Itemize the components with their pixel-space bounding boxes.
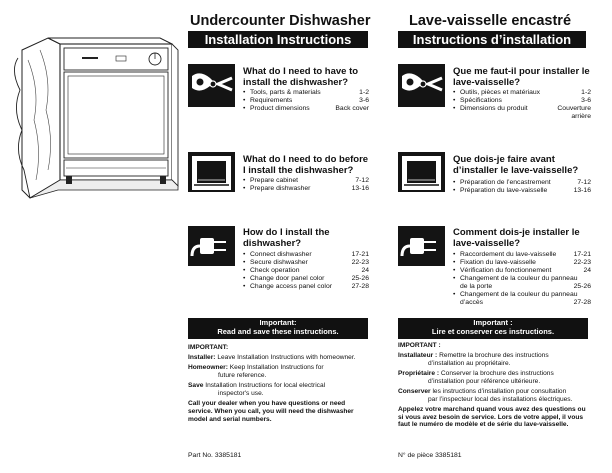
toc-item: • Prepare cabinet 7-12 [243, 177, 369, 185]
page-title-en: Undercounter Dishwasher [190, 13, 371, 29]
toc-item-cont: arrière [571, 113, 591, 120]
toc-item: • Change door panel color 25-26 [243, 275, 369, 283]
toc-item: • Tools, parts & materials 1-2 [243, 89, 369, 97]
toc-item: • Préparation de l’encastrement 7-12 [453, 179, 591, 187]
toc-item-cont: d’accès 27-28 [460, 299, 591, 306]
toc-item: • Check operation 24 [243, 267, 369, 275]
important-banner-fr: Important : Lire et conserver ces instructions. [398, 318, 588, 339]
pliers-icon [398, 64, 445, 107]
toc-item: • Requirements 3-6 [243, 97, 369, 105]
section-title-install-en: How do I install the dishwasher? [243, 227, 330, 249]
toc-list-have-fr [453, 89, 591, 121]
toc-item: • Product dimensions Back cover [243, 105, 369, 113]
cabinet-opening-icon [188, 152, 235, 192]
power-plug-icon [188, 226, 235, 266]
part-number-fr: N° de pièce 3385181 [398, 452, 462, 459]
section-title-have-fr: Que me faut-il pour installer le lave-vaisselle? [453, 66, 590, 88]
toc-item: • Changement de la couleur du panneau [453, 275, 591, 283]
toc-item: • Préparation du lave-vaisselle 13-16 [453, 187, 591, 195]
power-plug-icon [398, 226, 445, 266]
part-number-en: Part No. 3385181 [188, 452, 242, 459]
pliers-icon [188, 64, 235, 107]
toc-item: • Change access panel color 27-28 [243, 283, 369, 291]
toc-item: • Dimensions du produit Couverture [453, 105, 591, 113]
toc-item: • Spécifications 3-6 [453, 97, 591, 105]
toc-item: • Changement de la couleur du panneau [453, 291, 591, 299]
toc-list-install-en [243, 251, 369, 291]
toc-list-before-en [243, 177, 369, 193]
toc-item: • Vérification du fonctionnement 24 [453, 267, 591, 275]
toc-item: • Outils, pièces et matériaux 1-2 [453, 89, 591, 97]
section-title-have-en: What do I need to have to install the dishwasher? [243, 66, 359, 88]
cabinet-opening-icon [398, 152, 445, 192]
toc-list-have-en [243, 89, 369, 113]
subtitle-bar-en: Installation Instructions [188, 31, 368, 48]
page-title-fr: Lave-vaisselle encastré [408, 13, 572, 29]
important-notes-fr: IMPORTANT : Installateur : Remettre la brochure des instructions d’installation au propriétaire. Propriétaire : Conserver la brochure des instructions d’installation pour référence ultérieure. Conserver les instructions d’installation pour consultation par l’inspecteur local des installations électriques. Appelez votre marchand quand vous avez des questions ou si vous avez besoin de service. Lors de votre appel, il vous faut le numéro de modèle et de série du lave-vaisselle. [398, 342, 586, 429]
toc-item: • Prepare dishwasher 13-16 [243, 185, 369, 193]
toc-item: • Raccordement du lave-vaisselle 17-21 [453, 251, 591, 259]
section-title-before-fr: Que dois-je faire avant d’installer le lave-vaisselle? [453, 154, 579, 176]
important-notes-en: IMPORTANT: Installer: Leave Installation Instructions with homeowner. Homeowner: Keep Installation Instructions for future reference. Save Installation Instructions for local electrical inspector's use. Call your dealer when you have questions or need service. When you call, you will need the dishwasher model and serial numbers. [188, 344, 356, 423]
section-title-before-en: What do I need to do before I install the dishwasher? [243, 154, 369, 176]
toc-list-before-fr [453, 179, 591, 195]
important-banner-en: Important: Read and save these instructions. [188, 318, 368, 339]
dishwasher-illustration [0, 30, 185, 210]
toc-item: • Secure dishwasher 22-23 [243, 259, 369, 267]
toc-list-install-fr [453, 251, 591, 307]
toc-item-cont: de la porte 25-26 [460, 283, 591, 290]
toc-item: • Connect dishwasher 17-21 [243, 251, 369, 259]
toc-item: • Fixation du lave-vaisselle 22-23 [453, 259, 591, 267]
subtitle-bar-fr: Instructions d’installation [398, 31, 586, 48]
section-title-install-fr: Comment dois-je installer le lave-vaisselle? [453, 227, 580, 249]
